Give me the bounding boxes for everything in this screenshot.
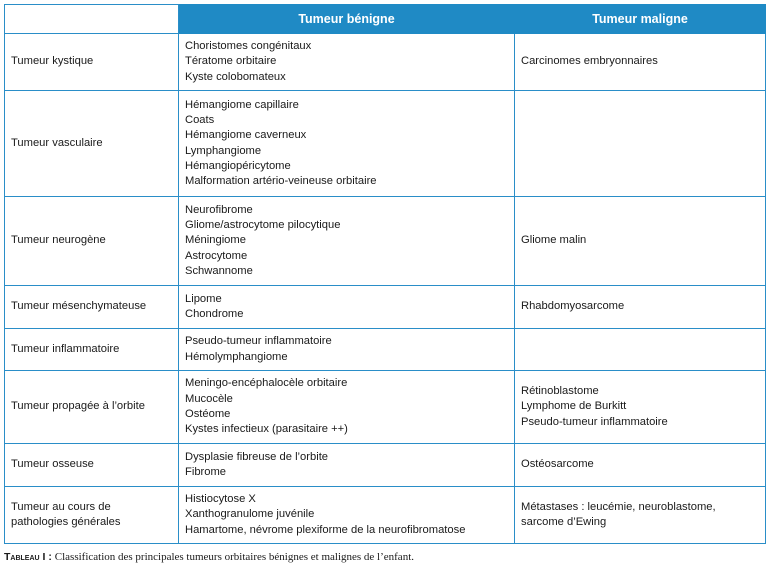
cell-line: Pseudo-tumeur inflammatoire [521,415,668,428]
category-cell [5,34,179,91]
cell-line: Dysplasie fibreuse de l’orbite [185,450,329,463]
malignant-cell [515,34,766,91]
table-row [5,286,766,329]
benign-cell [179,329,515,371]
cell-line: Rhabdomyosarcome [521,300,625,313]
cell-line: Métastases : leucémie, neuroblastome, [521,500,716,513]
malignant-cell [515,286,766,329]
cell-line: Tumeur kystique [11,55,94,68]
cell-line: Carcinomes embryonnaires [521,55,658,68]
cell-line: pathologies générales [11,516,121,528]
header-blank [5,5,179,34]
cell-line: Tumeur inflammatoire [11,342,120,355]
cell-line: Schwannome [185,264,253,277]
category-cell [5,91,179,197]
cell-line: Hémolymphangiome [185,350,288,363]
category-cell [5,487,179,544]
malignant-cell [515,444,766,487]
cell-line: Tumeur au cours de [11,500,111,513]
benign-cell [179,371,515,444]
table-row [5,91,766,197]
header-benign: Tumeur bénigne [179,5,515,34]
cell-line: Ostéosarcome [521,458,594,471]
cell-line: Fibrome [185,466,227,478]
benign-cell [179,487,515,544]
header-malignant: Tumeur maligne [515,5,766,34]
benign-cell [179,197,515,286]
cell-line: Lymphome de Burkitt [521,400,627,413]
cell-line: Lipome [185,292,222,305]
cell-line: Méningiome [185,234,246,247]
malignant-cell [515,329,766,371]
malignant-cell [515,91,766,197]
category-cell [5,444,179,487]
category-cell [5,371,179,444]
cell-line: Choristomes congénitaux [185,40,312,53]
benign-cell [179,34,515,91]
cell-line: Kystes infectieux (parasitaire ++) [185,423,348,436]
table-row [5,487,766,544]
cell-line: Histiocytose X [185,493,256,506]
table-caption [4,551,414,563]
caption-text: Classification des principales tumeurs orbitaires bénignes et malignes de l’enfant. [54,551,414,563]
tumor-classification-table [4,4,765,544]
cell-line: Astrocytome [185,249,248,262]
header-row [5,5,766,34]
benign-cell [179,286,515,329]
cell-line: Lymphangiome [185,144,262,157]
cell-line: Tumeur osseuse [11,458,94,471]
table-row [5,329,766,371]
cell-line: Mucocèle [185,392,233,405]
cell-line: Hémangiome capillaire [185,98,299,111]
table-row [5,444,766,487]
category-cell [5,329,179,371]
cell-line: Hémangiome caverneux [185,129,307,142]
malignant-cell [515,197,766,286]
cell-line: Pseudo-tumeur inflammatoire [185,335,332,348]
cell-line: Meningo-encéphalocèle orbitaire [185,377,348,390]
cell-line: Malformation artério-veineuse orbitaire [185,175,377,188]
cell-line: Chondrome [185,308,244,320]
cell-line: Gliome malin [521,234,587,247]
cell-line: Hamartome, névrome plexiforme de la neurofibromatose [185,523,466,536]
cell-line: Ostéome [185,408,231,420]
caption-separator: : [45,551,55,563]
table [4,4,766,544]
malignant-cell [515,487,766,544]
table-row [5,197,766,286]
cell-line: Tumeur neurogène [11,234,106,247]
malignant-cell [515,371,766,444]
cell-line: Kyste colobomateux [185,70,286,83]
cell-line: Tératome orbitaire [185,55,277,68]
benign-cell [179,91,515,197]
table-row [5,34,766,91]
cell-line: Rétinoblastome [521,385,599,398]
cell-line: Gliome/astrocytome pilocytique [185,219,341,232]
benign-cell [179,444,515,487]
cell-line: Hémangiopéricytome [185,159,291,172]
cell-line: Tumeur mésenchymateuse [11,300,147,313]
caption-label: Tableau I [4,551,46,563]
cell-line: sarcome d’Ewing [521,516,607,528]
cell-line: Neurofibrome [185,203,253,216]
category-cell [5,286,179,329]
cell-line: Coats [185,113,215,126]
cell-line: Tumeur vasculaire [11,136,103,149]
category-cell [5,197,179,286]
table-row [5,371,766,444]
cell-line: Tumeur propagée à l’orbite [11,400,145,413]
cell-line: Xanthogranulome juvénile [185,508,315,521]
